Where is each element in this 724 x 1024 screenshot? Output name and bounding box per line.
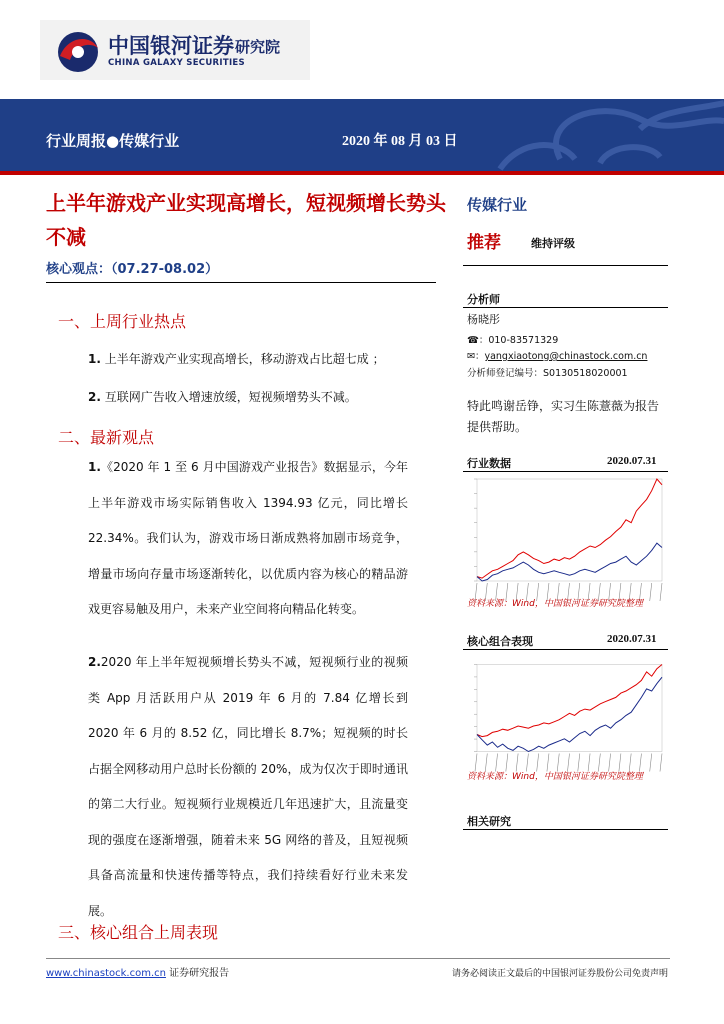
analyst-email[interactable]: yangxiaotong@chinastock.com.cn bbox=[484, 351, 648, 362]
series-line-blue bbox=[477, 677, 662, 751]
x-tick-label bbox=[650, 583, 652, 601]
section-heading-1: 一、上周行业热点 bbox=[58, 312, 187, 331]
footer-left bbox=[46, 964, 229, 979]
analyst-email-row bbox=[467, 348, 647, 362]
item-text: 互联网广告收入增速放缓，短视频增势头不减。 bbox=[104, 390, 357, 404]
analyst-license: 分析师登记编号：S0130518020001 bbox=[467, 368, 628, 379]
analyst-label: 分析师 bbox=[467, 293, 500, 306]
related-research-label: 相关研究 bbox=[467, 815, 511, 828]
logo-name-en: CHINA GALAXY SECURITIES bbox=[108, 58, 245, 68]
analyst-name: 杨晓彤 bbox=[467, 313, 500, 326]
report-title: 上半年游戏产业实现高增长，短视频增长势头不减 bbox=[46, 191, 446, 249]
sidebar-divider bbox=[463, 471, 668, 472]
footer-suffix: 证券研究报告 bbox=[165, 968, 230, 979]
item-text: 上半年游戏产业实现高增长，移动游戏占比超七成 ； bbox=[104, 352, 385, 366]
logo-sub: 研究院 bbox=[235, 38, 281, 56]
item-number: 2. bbox=[88, 655, 101, 669]
core-view-label: 核心观点：（07.27-08.02） bbox=[46, 262, 219, 277]
item-number: 1. bbox=[88, 352, 101, 366]
industry-data-label: 行业数据 bbox=[467, 457, 511, 470]
item-text: 《2020 年 1 至 6 月中国游戏产业报告》数据显示，今年上半年游戏市场实际销售收入 1394.93 亿元，同比增长 22.34%。我们认为，游戏市场日渐成熟将加剧市场竞争，增量市场向存量市场逐渐转化，以优质内容为核心的精品游戏更容易触及用户，未来产业空间将向精品化转变。 bbox=[88, 460, 408, 616]
series-line-blue bbox=[477, 543, 662, 581]
footer-disclaimer: 请务必阅读正文最后的中国银河证券股份公司免责声明 bbox=[451, 969, 668, 979]
report-date: 2020 年 08 月 03 日 bbox=[342, 134, 458, 149]
portfolio-date: 2020.07.31 bbox=[607, 633, 657, 645]
x-tick-label bbox=[660, 754, 662, 772]
thanks-note: 特此鸣谢岳铮，实习生陈薏薇为报告提供帮助。 bbox=[467, 399, 660, 434]
view-paragraph-2 bbox=[88, 645, 408, 929]
sidebar-industry: 传媒行业 bbox=[467, 196, 528, 214]
chart-source-2: 资料来源：Wind，中国银河证券研究院整理 bbox=[467, 772, 643, 782]
x-tick-label bbox=[650, 754, 652, 772]
sidebar-divider bbox=[463, 649, 668, 650]
industry-data-chart bbox=[463, 473, 668, 603]
site-link[interactable]: www.chinastock.com.cn bbox=[46, 968, 166, 979]
chart-source-1: 资料来源：Wind，中国银河证券研究院整理 bbox=[467, 599, 643, 609]
title-divider bbox=[46, 282, 436, 283]
sidebar-divider bbox=[463, 829, 668, 830]
footer-divider bbox=[46, 958, 670, 959]
list-item bbox=[88, 388, 357, 405]
section-heading-3: 三、核心组合上周表现 bbox=[58, 923, 219, 942]
sidebar-divider bbox=[463, 307, 668, 308]
view-paragraph-1 bbox=[88, 450, 408, 628]
logo-mark-icon bbox=[50, 26, 106, 76]
item-text: 2020 年上半年短视频增长势头不减，短视频行业的视频类 App 月活跃用户从 2019 年 6 月的 7.84 亿增长到 2020 年 6 月的 8.52 亿，同比增长 8.7%；短视频的时长占据全网移动用户总时长份额的 20%，成为仅次于即时通讯的第二大行业。短视频行业规模近几年迅速扩大，且流量变现的强度在逐渐增强，随着未来 5G 网络的普及，且短视频具备高流量和快速传播等特点，我们持续看好行业未来发展。 bbox=[88, 655, 408, 918]
portfolio-label: 核心组合表现 bbox=[467, 635, 533, 648]
portfolio-chart bbox=[463, 651, 668, 781]
item-number: 2. bbox=[88, 390, 101, 404]
series-line-red bbox=[477, 665, 662, 737]
logo-name-cn: 中国银河证券 bbox=[108, 34, 234, 58]
rating: 推荐 bbox=[467, 233, 501, 253]
analyst-phone: ☎：010-83571329 bbox=[467, 335, 559, 346]
email-icon: ✉： bbox=[467, 351, 485, 362]
report-type: 行业周报●传媒行业 bbox=[46, 132, 180, 150]
sidebar-divider bbox=[463, 265, 668, 266]
header-divider bbox=[0, 171, 724, 175]
item-number: 1. bbox=[88, 460, 101, 474]
rating-note: 维持评级 bbox=[531, 237, 575, 250]
x-tick-label bbox=[660, 583, 662, 601]
industry-data-date: 2020.07.31 bbox=[607, 455, 657, 467]
section-heading-2: 二、最新观点 bbox=[58, 428, 155, 447]
list-item bbox=[88, 350, 385, 367]
series-line-red bbox=[477, 479, 662, 578]
